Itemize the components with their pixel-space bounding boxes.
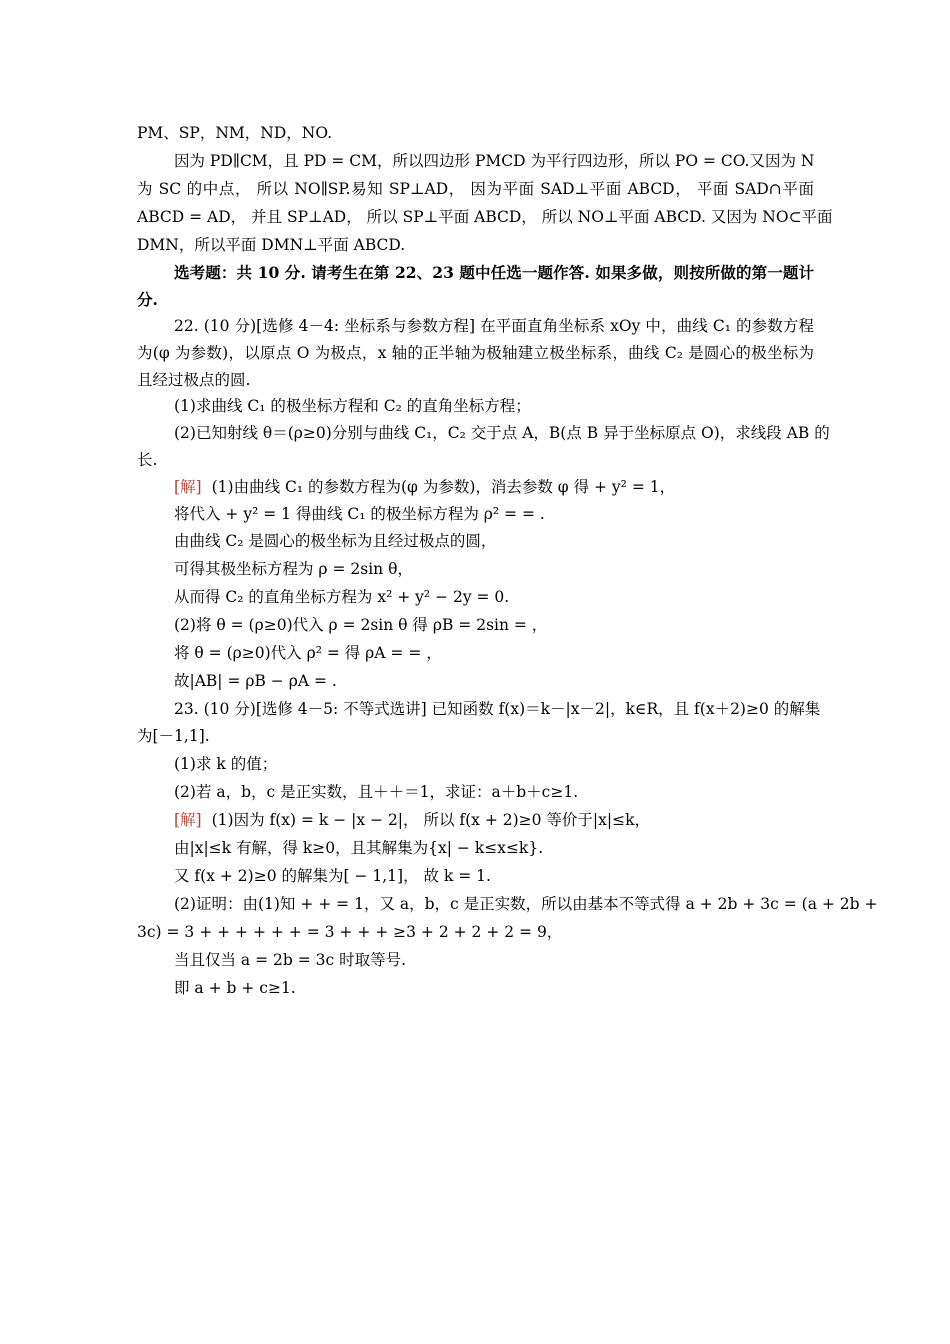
section-heading: 选考题：共 10 分. 请考生在第 22、23 题中任选一题作答. 如果多做，则按所做的第一题计 bbox=[174, 263, 814, 282]
text-line: 当且仅当 a = 2b = 3c 时取等号. bbox=[174, 951, 407, 969]
text-line: PM、SP，NM，ND，NO. bbox=[137, 124, 333, 142]
solution-line bbox=[174, 477, 675, 497]
text-line: (1)求 k 的值； bbox=[174, 755, 278, 773]
question-22: 22. (10 分)[选修 4－4: 坐标系与参数方程] 在平面直角坐标系 xOy 中，曲线 C₁ 的参数方程 bbox=[174, 317, 814, 335]
solution-text: (1)因为 f(x) = k − |x − 2|， 所以 f(x + 2)≥0 等价于|x|≤k， bbox=[211, 811, 650, 829]
text-line: 将代入 + y² = 1 得曲线 C₁ 的极坐标方程为 ρ² = = . bbox=[174, 505, 545, 523]
text-line: (2)证明：由(1)知 + + = 1，又 a，b，c 是正实数，所以由基本不等式得 a + 2b + 3c = (a + 2b + bbox=[174, 895, 878, 913]
solution-text: (1)由曲线 C₁ 的参数方程为(φ 为参数)，消去参数 φ 得 + y² = 1， bbox=[211, 478, 676, 496]
text-line: 故|AB| = ρB − ρA = . bbox=[174, 672, 337, 690]
solution-line bbox=[174, 810, 650, 830]
text-line: 又 f(x + 2)≥0 的解集为[ − 1,1]， 故 k = 1. bbox=[174, 867, 491, 885]
text-line: 因为 PD∥CM，且 PD = CM，所以四边形 PMCD 为平行四边形，所以 PO = CO.又因为 N bbox=[174, 152, 815, 170]
text-line: (1)求曲线 C₁ 的极坐标方程和 C₂ 的直角坐标方程； bbox=[174, 397, 531, 415]
text-line: 将 θ = (ρ≥0)代入 ρ² = 得 ρA = = ， bbox=[174, 644, 442, 662]
solution-tag: [解] bbox=[174, 811, 202, 829]
text-line: (2)已知射线 θ＝(ρ≥0)分别与曲线 C₁，C₂ 交于点 A，B(点 B 异于坐标原点 O)，求线段 AB 的 bbox=[174, 424, 830, 442]
text-line: 可得其极坐标方程为 ρ = 2sin θ， bbox=[174, 560, 413, 578]
section-heading: 分. bbox=[137, 290, 158, 309]
text-line: DMN，所以平面 DMN⊥平面 ABCD. bbox=[137, 236, 406, 254]
text-line: 为(φ 为参数)，以原点 O 为极点，x 轴的正半轴为极轴建立极坐标系，曲线 C₂ 是圆心的极坐标为 bbox=[137, 344, 814, 362]
solution-tag: [解] bbox=[174, 478, 202, 496]
text-line: 由曲线 C₂ 是圆心的极坐标为且经过极点的圆， bbox=[174, 532, 497, 550]
text-line: 即 a + b + c≥1. bbox=[174, 979, 296, 997]
text-line: 长. bbox=[137, 451, 158, 469]
text-line: (2)若 a，b，c 是正实数，且＋＋＝1，求证：a＋b＋c≥1. bbox=[174, 783, 579, 801]
text-line: 且经过极点的圆. bbox=[137, 371, 251, 389]
text-line: 3c) = 3 + + + + + + = 3 + + + ≥3 + 2 + 2 + 2 = 9， bbox=[137, 923, 563, 941]
text-line: (2)将 θ = (ρ≥0)代入 ρ = 2sin θ 得 ρB = 2sin = ， bbox=[174, 616, 548, 634]
question-23: 23. (10 分)[选修 4－5: 不等式选讲] 已知函数 f(x)＝k－|x－2|，k∈R，且 f(x＋2)≥0 的解集 bbox=[174, 700, 821, 718]
text-line: 由|x|≤k 有解，得 k≥0，且其解集为{x| − k≤x≤k}. bbox=[174, 839, 544, 857]
text-line: 为 SC 的中点， 所以 NO∥SP.易知 SP⊥AD， 因为平面 SAD⊥平面 ABCD， 平面 SAD∩平面 bbox=[137, 180, 814, 198]
text-line: 为[－1,1]. bbox=[137, 727, 210, 745]
text-line: 从而得 C₂ 的直角坐标方程为 x² + y² − 2y = 0. bbox=[174, 588, 510, 606]
text-line: ABCD = AD， 并且 SP⊥AD， 所以 SP⊥平面 ABCD， 所以 NO⊥平面 ABCD. 又因为 NO⊂平面 bbox=[137, 208, 833, 226]
